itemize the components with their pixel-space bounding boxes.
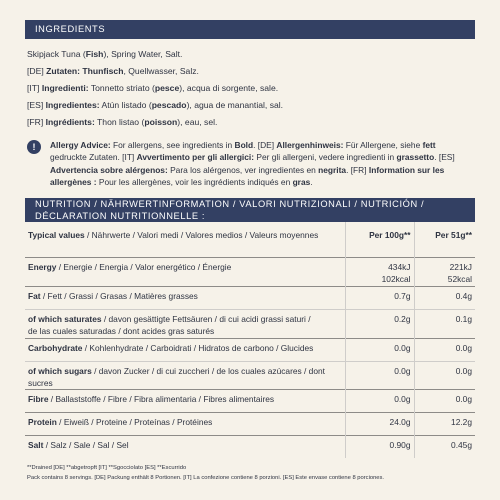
ingredient-line bbox=[25, 49, 500, 66]
nutrition-row bbox=[25, 412, 475, 435]
per-serving-value: 12.2g bbox=[451, 416, 472, 427]
per-serving bbox=[414, 412, 475, 435]
nutrition-header-line2: DÉCLARATION NUTRITIONNELLE : bbox=[35, 210, 206, 221]
allergy-segment: fett bbox=[422, 140, 436, 150]
ingredient-line bbox=[25, 117, 500, 134]
ingredient-segment: Thon listao ( bbox=[94, 117, 145, 127]
nutrition-row bbox=[25, 361, 475, 389]
per-serving-value: 0.4g bbox=[455, 290, 472, 301]
nutrient-name: of which sugars bbox=[28, 365, 92, 376]
ingredient-segment: , Quellwasser, Salz. bbox=[123, 66, 199, 76]
ingredient-line bbox=[25, 100, 500, 117]
footnote-drained: **Drained [DE] **abgetropft [IT] **Sgocciolato [ES] **Escurrido bbox=[27, 465, 187, 472]
per-100g-value: 434kJ bbox=[388, 261, 411, 272]
nutrient-translations: / Ballaststoffe / Fibre / Fibra alimentaria / Fibres alimentaires bbox=[48, 393, 275, 404]
allergy-segment: Bold bbox=[234, 140, 254, 150]
nutrient-name: Fibre bbox=[28, 393, 49, 404]
nutrition-row bbox=[25, 309, 475, 338]
nutrient-label bbox=[25, 361, 345, 389]
allergy-segment: gedruckte Zutaten. [IT] bbox=[50, 152, 137, 163]
ingredient-segment: ), acqua di sorgente, sale. bbox=[179, 83, 279, 93]
nutrition-table bbox=[25, 222, 475, 458]
nutrition-row bbox=[25, 435, 475, 458]
per-100g-value-kcal: 102kcal bbox=[381, 273, 411, 284]
per-100g bbox=[345, 412, 414, 435]
ingredient-segment: ), eau, sel. bbox=[177, 117, 218, 127]
nutrition-header-line1: NUTRITION / NÄHRWERTINFORMATION / VALORI NUTRIZIONALI / NUTRICIÓN / bbox=[35, 199, 425, 210]
allergy-segment: Für Allergene, siehe bbox=[343, 140, 423, 150]
ingredient-segment: Zutaten: bbox=[46, 66, 81, 76]
nutrient-label bbox=[25, 435, 345, 458]
allergy-segment: . [DE] bbox=[253, 140, 277, 150]
nutrient-translations: / Energie / Energia / Valor energético / Énergie bbox=[56, 261, 232, 272]
nutrition-row bbox=[25, 389, 475, 412]
footnotes bbox=[25, 464, 475, 483]
per-serving-value: 0.45g bbox=[451, 439, 472, 450]
ingredients-list bbox=[25, 49, 500, 134]
allergy-segment: For allergens, see ingredients in bbox=[110, 140, 235, 150]
nutrient-name: Energy bbox=[28, 261, 57, 272]
ingredient-segment: ), agua de manantial, sal. bbox=[186, 100, 284, 110]
allergy-advice-text bbox=[50, 139, 470, 188]
per-100g-value: 0.0g bbox=[394, 342, 411, 353]
allergy-segment: . [FR] bbox=[346, 164, 369, 175]
per-serving-value: 0.0g bbox=[455, 393, 472, 404]
nutrition-table-header bbox=[25, 222, 475, 257]
nutrient-name: of which saturates bbox=[28, 313, 102, 324]
ingredient-segment: Skipjack Tuna ( bbox=[27, 49, 86, 59]
nutrient-translations: / Kohlenhydrate / Carboidrati / Hidratos de carbono / Glucides bbox=[82, 342, 314, 353]
per-serving bbox=[414, 389, 475, 412]
per-serving bbox=[414, 257, 475, 286]
allergy-segment: negrita bbox=[318, 164, 347, 175]
per-serving bbox=[414, 309, 475, 338]
nutrient-label bbox=[25, 257, 345, 286]
ingredient-segment: ), Spring Water, Salt. bbox=[103, 49, 183, 59]
per-100g bbox=[345, 309, 414, 338]
ingredient-segment: poisson bbox=[144, 117, 178, 127]
per-serving-value-kcal: 52kcal bbox=[447, 273, 472, 284]
per-100g-value: 24.0g bbox=[389, 416, 411, 427]
per-serving-value: 0.1g bbox=[455, 313, 472, 324]
allergy-segment: Pour les allergènes, voir les ingrédients indiqués en bbox=[96, 176, 293, 187]
allergy-segment: Avvertimento per gli allergici: bbox=[136, 152, 255, 163]
allergy-segment: gras bbox=[292, 176, 311, 187]
nutrition-row bbox=[25, 338, 475, 361]
exclamation-icon: ! bbox=[27, 140, 41, 154]
per-serving bbox=[414, 435, 475, 458]
nutrition-row bbox=[25, 286, 475, 309]
per-100g-value: 0.0g bbox=[394, 393, 411, 404]
nutrient-label bbox=[25, 412, 345, 435]
allergy-advice bbox=[25, 139, 475, 188]
per-serving-value: 0.0g bbox=[455, 342, 472, 353]
nutrient-translations-cont: de las cuales saturadas / dont acides gras saturés bbox=[28, 325, 215, 336]
ingredient-segment: Atún listado ( bbox=[99, 100, 152, 110]
nutrient-name: Protein bbox=[28, 416, 57, 427]
per-100g-header: Per 100g** bbox=[345, 222, 414, 257]
per-100g-value: 0.90g bbox=[389, 439, 411, 450]
nutrient-translations: / davon gesättigte Fettsäuren / di cui acidi grassi saturi / bbox=[101, 313, 311, 324]
per-100g bbox=[345, 338, 414, 361]
per-serving bbox=[414, 361, 475, 389]
typical-values-label: Typical values / Nährwerte / Valori medi / Valores medios / Valeurs moyennes bbox=[28, 230, 319, 241]
nutrient-label bbox=[25, 389, 345, 412]
ingredient-segment: [ES] bbox=[27, 100, 46, 110]
nutrient-name: Salt bbox=[28, 439, 44, 450]
ingredient-segment: Ingrédients: bbox=[45, 117, 95, 127]
ingredient-segment: [DE] bbox=[27, 66, 47, 76]
per-100g-value: 0.2g bbox=[394, 313, 411, 324]
per-100g bbox=[345, 257, 414, 286]
nutrition-header bbox=[25, 198, 475, 222]
allergy-segment: Advertencia sobre alérgenos: bbox=[50, 164, 168, 175]
nutrient-translations: / Salz / Sale / Sal / Sel bbox=[43, 439, 129, 450]
allergy-segment: Allergenhinweis: bbox=[276, 140, 344, 150]
nutrient-name: Carbohydrate bbox=[28, 342, 83, 353]
per-serving-header: Per 51g** bbox=[414, 222, 475, 257]
nutrient-label bbox=[25, 286, 345, 309]
allergy-segment: . [ES] bbox=[434, 152, 455, 163]
per-serving bbox=[414, 286, 475, 309]
ingredient-line bbox=[25, 83, 500, 100]
allergy-segment: Information sur les allergènes : bbox=[50, 164, 445, 187]
allergy-segment: grassetto bbox=[396, 152, 435, 163]
ingredient-segment: Tonnetto striato ( bbox=[88, 83, 155, 93]
per-serving-value: 221kJ bbox=[449, 261, 472, 272]
nutrient-label bbox=[25, 309, 345, 338]
ingredient-segment: Ingredienti: bbox=[41, 83, 89, 93]
ingredient-segment: Ingredientes: bbox=[45, 100, 100, 110]
ingredient-segment: pesce bbox=[154, 83, 180, 93]
ingredient-segment: [IT] bbox=[27, 83, 42, 93]
ingredient-segment: pescado bbox=[151, 100, 187, 110]
nutrient-translations: / Fett / Grassi / Grasas / Matières grasses bbox=[40, 290, 198, 301]
ingredient-segment: [FR] bbox=[27, 117, 46, 127]
per-100g bbox=[345, 286, 414, 309]
ingredient-segment: Thunfisch bbox=[82, 66, 124, 76]
allergy-segment: Allergy Advice: bbox=[50, 140, 111, 150]
nutrition-row bbox=[25, 257, 475, 286]
nutrient-name: Fat bbox=[28, 290, 41, 301]
per-serving-value: 0.0g bbox=[455, 365, 472, 376]
nutrient-label bbox=[25, 338, 345, 361]
ingredient-segment: Fish bbox=[85, 49, 104, 59]
per-100g-value: 0.7g bbox=[394, 290, 411, 301]
per-100g bbox=[345, 435, 414, 458]
per-100g bbox=[345, 361, 414, 389]
per-100g bbox=[345, 389, 414, 412]
allergy-segment: . bbox=[310, 176, 313, 187]
footnote-servings: Pack contains 8 servings. [DE] Packung enthält 8 Portionen. [IT] La confezione contiene 8 porzioni. [ES] Este envase contiene 8 porciones. bbox=[27, 474, 385, 481]
allergy-segment: Per gli allergeni, vedere ingredienti in bbox=[254, 152, 397, 163]
nutrient-translations: / Eiweiß / Proteine / Proteínas / Protéines bbox=[56, 416, 213, 427]
per-100g-value: 0.0g bbox=[394, 365, 411, 376]
allergy-segment: Para los alérgenos, ver ingredientes en bbox=[167, 164, 319, 175]
per-serving bbox=[414, 338, 475, 361]
ingredients-header: INGREDIENTS bbox=[25, 20, 475, 39]
nutrient-translations: / davon Zucker / di cui zuccheri / de los cuales azúcares / dont sucres bbox=[28, 365, 325, 388]
ingredient-line bbox=[25, 66, 500, 83]
